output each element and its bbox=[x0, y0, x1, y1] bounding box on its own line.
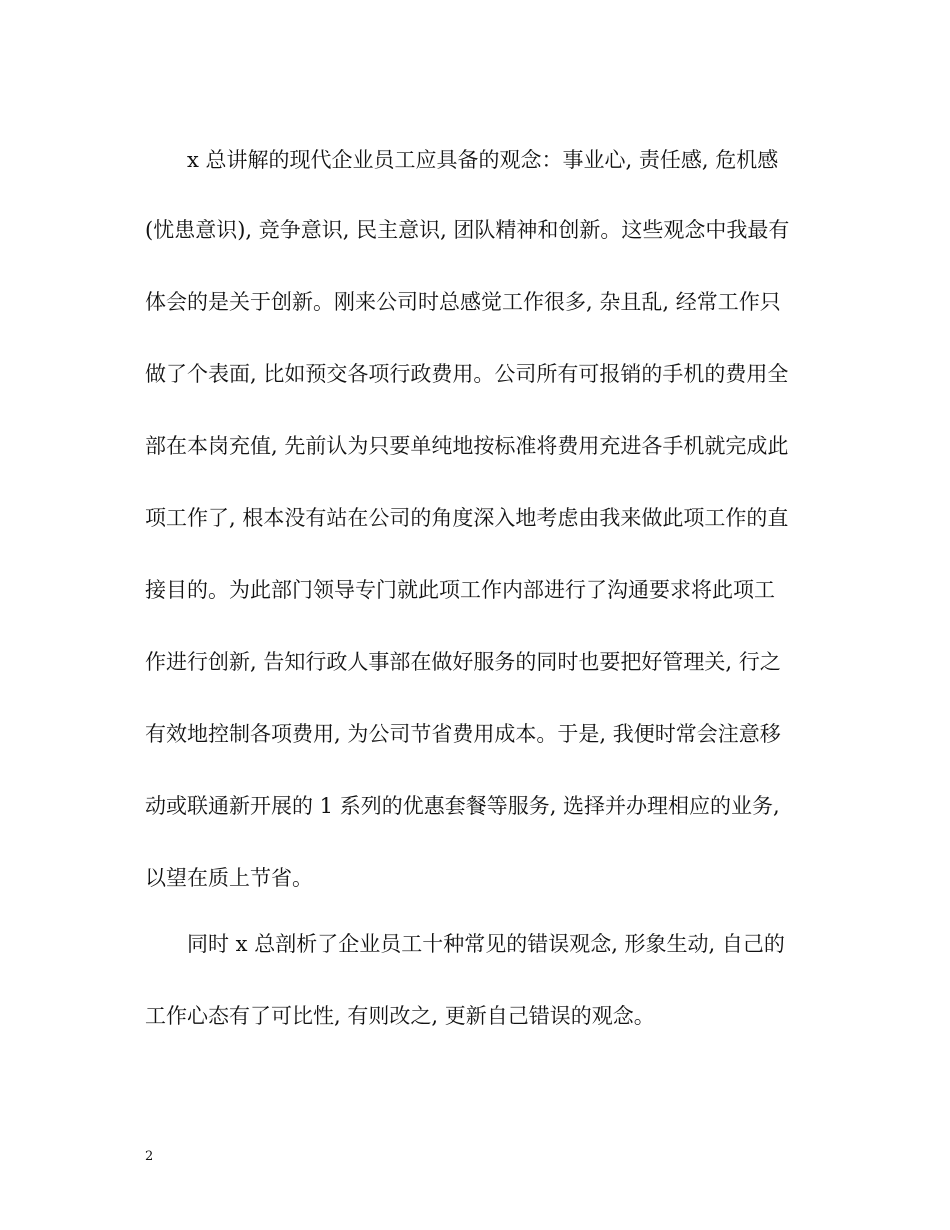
paragraph-1-line-1: x 总讲解的现代企业员工应具备的观念：事业心, 责任感, 危机感 bbox=[187, 148, 779, 172]
paragraph-1-line-4: 做了个表面, 比如预交各项行政费用。公司所有可报销的手机的费用全 bbox=[145, 362, 789, 386]
paragraph-1-line-3: 体会的是关于创新。刚来公司时总感觉工作很多, 杂且乱, 经常工作只 bbox=[145, 290, 781, 314]
paragraph-1-line-9: 有效地控制各项费用, 为公司节省费用成本。于是, 我便时常会注意移 bbox=[145, 722, 781, 746]
paragraph-2-line-2: 工作心态有了可比性, 有则改之, 更新自己错误的观念。 bbox=[145, 1004, 655, 1028]
paragraph-1-line-5: 部在本岗充值, 先前认为只要单纯地按标准将费用充进各手机就完成此 bbox=[145, 434, 789, 458]
paragraph-2-line-1: 同时 x 总剖析了企业员工十种常见的错误观念, 形象生动, 自己的 bbox=[187, 932, 785, 956]
paragraph-1-line-10: 动或联通新开展的 1 系列的优惠套餐等服务, 选择并办理相应的业务, bbox=[145, 794, 780, 818]
paragraph-1-line-2: (忧患意识), 竞争意识, 民主意识, 团队精神和创新。这些观念中我最有 bbox=[145, 218, 790, 242]
paragraph-1-line-11: 以望在质上节省。 bbox=[145, 866, 313, 890]
paragraph-1-line-7: 接目的。为此部门领导专门就此项工作内部进行了沟通要求将此项工 bbox=[145, 578, 775, 602]
paragraph-1-line-8: 作进行创新, 告知行政人事部在做好服务的同时也要把好管理关, 行之 bbox=[145, 650, 781, 674]
page-number: 2 bbox=[145, 1149, 154, 1164]
paragraph-1-line-6: 项工作了, 根本没有站在公司的角度深入地考虑由我来做此项工作的直 bbox=[145, 506, 789, 530]
